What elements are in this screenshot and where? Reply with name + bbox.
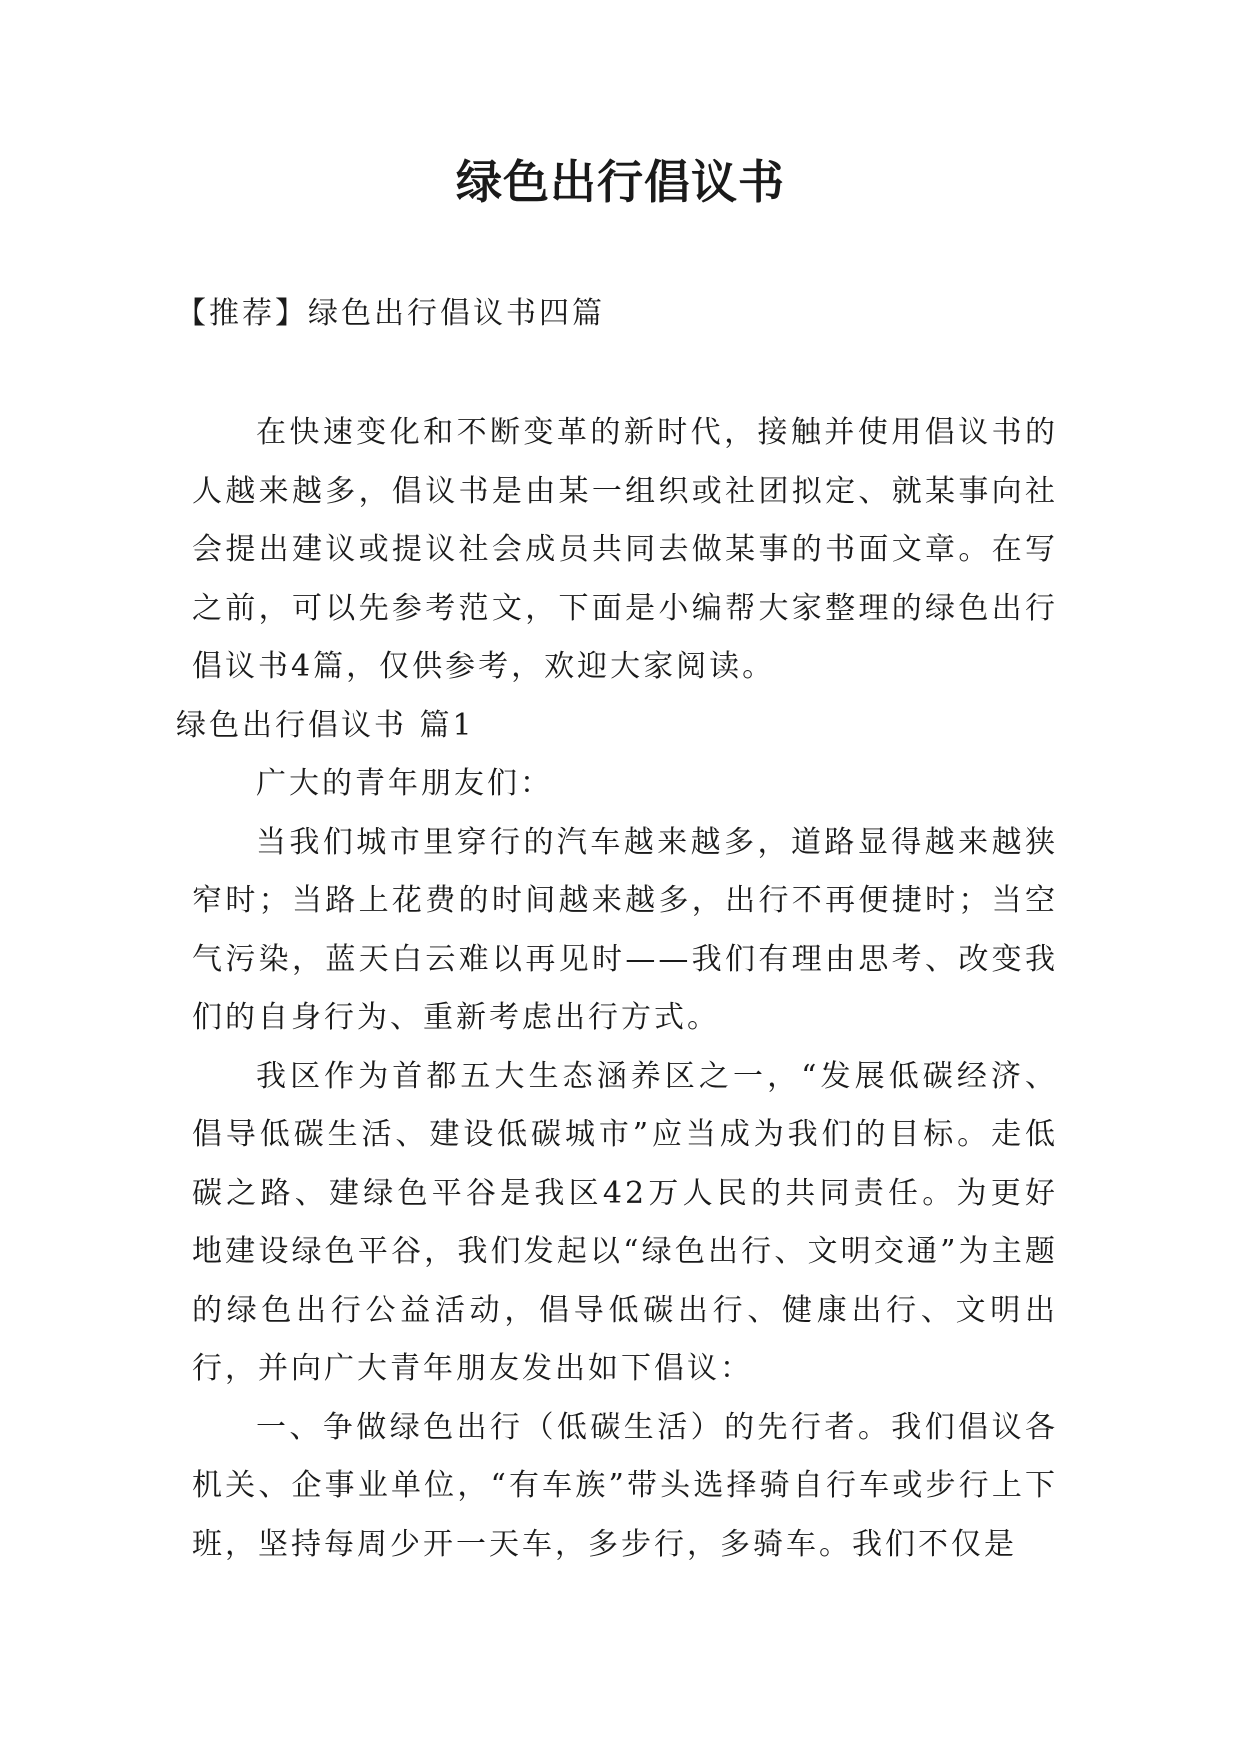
document-title: 绿色出行倡议书	[456, 155, 785, 209]
intro-paragraph: 在快速变化和不断变革的新时代，接触并使用倡议书的人越来越多，倡议书是由某一组织或社团拟定、就某事向社会提出建议或提议社会成员共同去做某事的书面文章。在写之前，可以先参考范文，下面是小编帮大家整理的绿色出行倡议书4篇，仅供参考，欢迎大家阅读。	[192, 415, 1058, 684]
section-heading: 绿色出行倡议书 篇1	[176, 707, 475, 743]
document-body	[176, 404, 1058, 1574]
body-paragraph: 一、争做绿色出行（低碳生活）的先行者。我们倡议各机关、企事业单位，“有车族”带头选择骑自行车或步行上下班，坚持每周少开一天车，多步行，多骑车。我们不仅是	[192, 1409, 1058, 1562]
body-paragraph: 当我们城市里穿行的汽车越来越多，道路显得越来越狭窄时；当路上花费的时间越来越多，出行不再便捷时；当空气污染，蓝天白云难以再见时——我们有理由思考、改变我们的自身行为、重新考虑出行方式。	[192, 824, 1058, 1035]
document-subtitle: 【推荐】绿色出行倡议书四篇	[176, 296, 605, 331]
salutation: 广大的青年朋友们：	[256, 766, 553, 801]
body-paragraph: 我区作为首都五大生态涵养区之一，“发展低碳经济、倡导低碳生活、建设低碳城市”应当成为我们的目标。走低碳之路、建绿色平谷是我区42万人民的共同责任。为更好地建设绿色平谷，我们发起以“绿色出行、文明交通”为主题的绿色出行公益活动，倡导低碳出行、健康出行、文明出行，并向广大青年朋友发出如下倡议：	[192, 1058, 1058, 1386]
